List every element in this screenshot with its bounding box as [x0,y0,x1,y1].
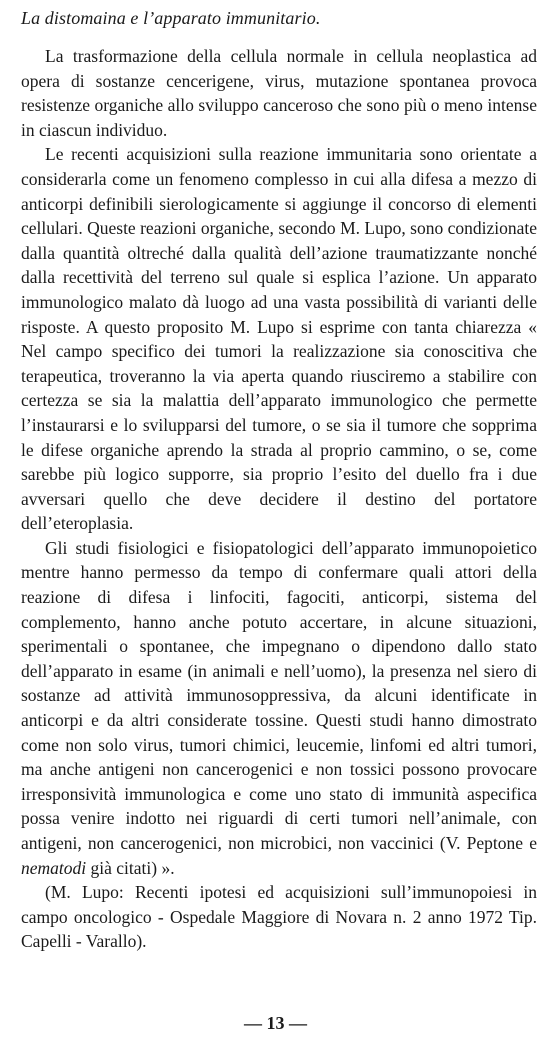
page-body [21,6,537,954]
page-number: — 13 — [244,1013,307,1033]
paragraph-3-tail: già citati) ». [86,857,175,878]
paragraph-2: Le recenti acquisizioni sulla reazione immunitaria sono orientate a considerarla come un fenomeno complesso in cui alla difesa a mezzo di anticorpi definibili sierologicamente si aggiunge il concorso di elementi cellulari. Queste reazioni organiche, secondo M. Lupo, sono condizionate dalla quantità oltreché dalla qualità dell’azione traumatizzante nonché dalla recettività del terreno sul quale si esplica l’azione. Un apparato immunologico malato dà luogo ad una vasta possibilità di varianti delle risposte. A questo proposito M. Lupo si esprime con tanta chiarezza « Nel campo specifico dei tumori la realizzazione sia conoscitiva che terapeutica, troveranno la via aperta quando riusciremo a stabilire con certezza se sia la malattia dell’apparato immunologico che permette l’instaurarsi e lo svilupparsi del tumore, o se sia il tumore che sopprima le difese organiche aprendo la strada al proprio cammino, o se, come sarebbe più logico supporre, sia proprio l’esito del duello fra i due avversari quello che deve decidere il destino del portatore dell’eteroplasia. [21,144,537,534]
section-heading: La distomaina e l’apparato immunitario. [21,8,321,28]
citation-paragraph: (M. Lupo: Recenti ipotesi ed acquisizioni sull’immunopoiesi in campo oncologico - Ospedale Maggiore di Novara n. 2 anno 1972 Tip. Capelli - Varallo). [21,882,537,952]
paragraph-1: La trasformazione della cellula normale in cellula neoplastica ad opera di sostanze cencerigene, virus, mutazione spontanea provoca resistenze organiche allo sviluppo canceroso che sono più o meno intense in ciascun individuo. [21,46,537,140]
paragraph-3 [21,536,537,880]
paragraph-3-italic-term: nematodi [21,857,87,878]
paragraph-3-text: Gli studi fisiologici e fisiopatologici dell’apparato immunopoietico mentre hanno permesso da tempo di confermare quali attori della reazione di difesa i linfociti, fagociti, anticorpi, sistema del complemento, hanno anche potuto accertare, in alcune situazioni, sperimentali o spontanee, che impegnano o dipendono dallo stato dell’apparato in esame (in animali e nell’uomo), la presenza nel siero di sostanze ad attività immunosoppressiva, da alcuni identificate in anticorpi e da altri considerate tossine. Questi studi hanno dimostrato come non solo virus, tumori chimici, leucemie, linfomi ed altri tumori, ma anche antigeni non cancerogenici e non tossici possono provocare irresponsività immunologica e come uno stato di immunità aspecifica possa venire indotto nei riguardi di certi tumori nell’animale, con antigeni, non cancerogenici, non microbici, non vaccinici (V. Peptone e [21,537,537,853]
